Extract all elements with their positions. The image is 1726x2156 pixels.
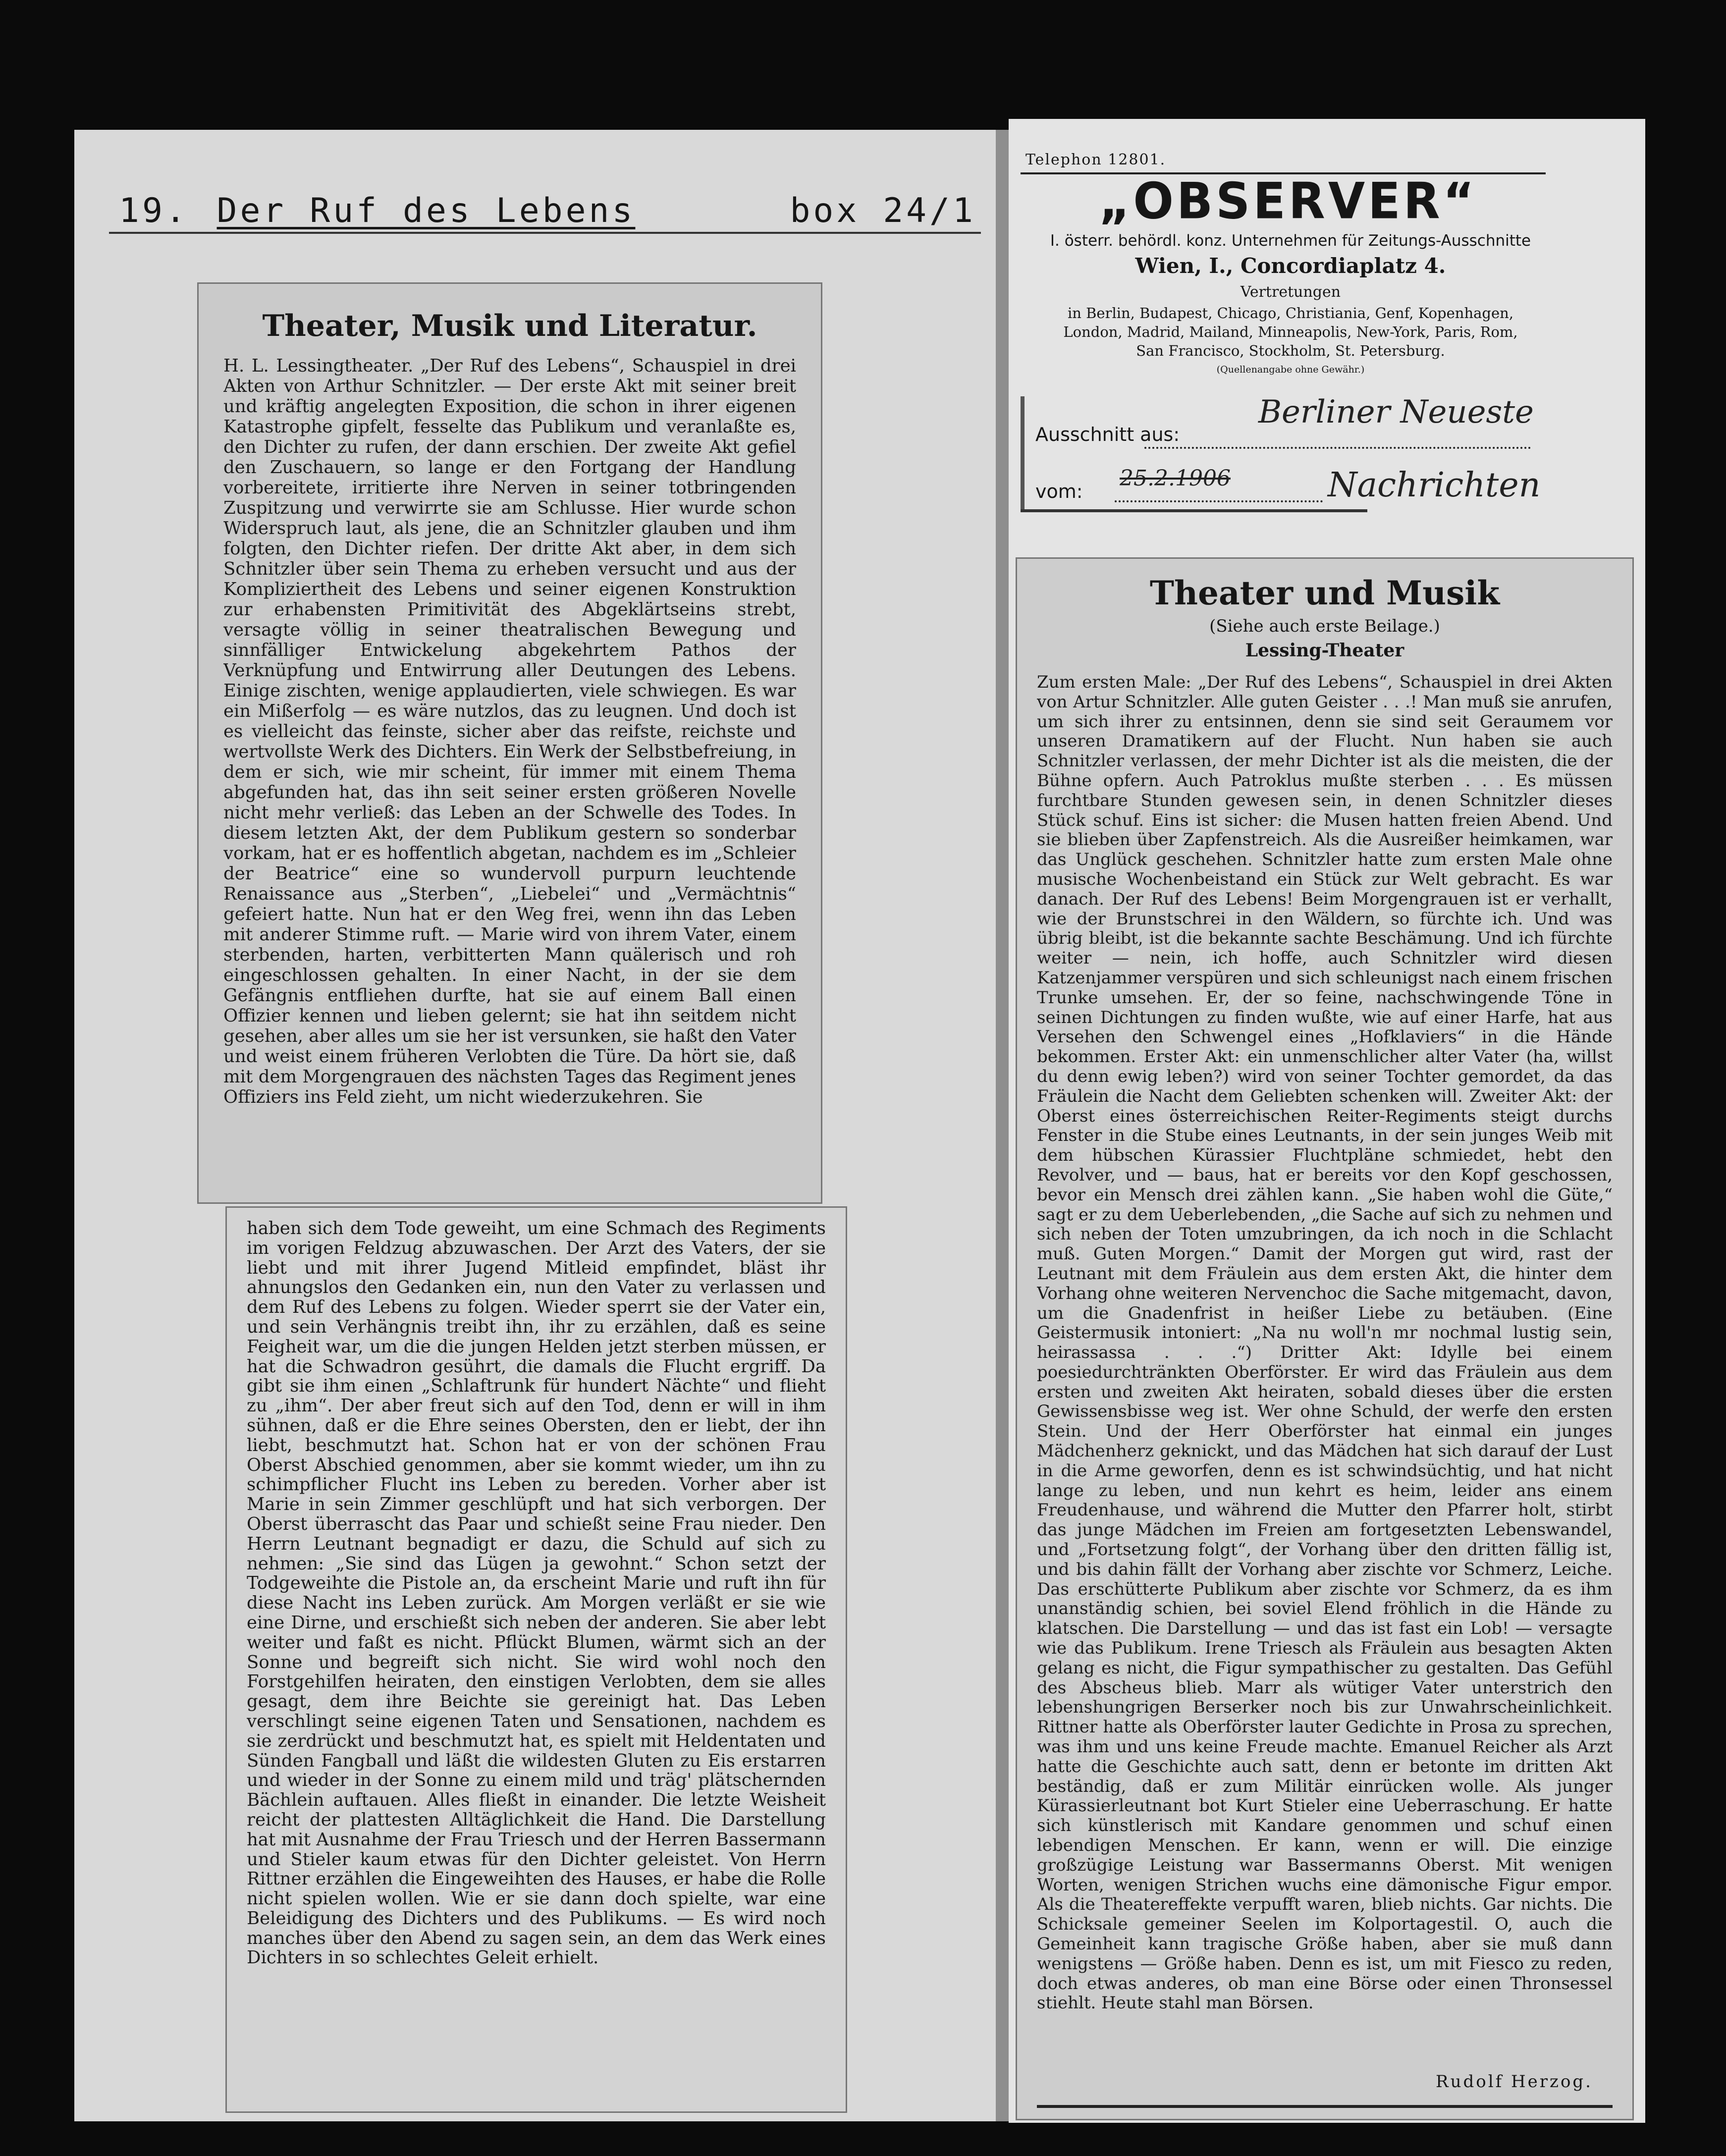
clipping-right-bottom-rule bbox=[1037, 2105, 1613, 2108]
page-fold bbox=[996, 130, 1009, 2121]
stamp-line-3: Vertretungen bbox=[1240, 283, 1341, 301]
stamp-brand: „OBSERVER“ bbox=[1099, 172, 1477, 230]
stamp-date-label: vom: bbox=[1035, 481, 1083, 502]
clipping-right-signature: Rudolf Herzog. bbox=[1436, 2072, 1593, 2092]
archive-box: box 24/1 bbox=[790, 191, 976, 230]
clipping-right-venue: Lessing-Theater bbox=[1245, 640, 1404, 661]
clipping-left-bottom bbox=[225, 1206, 847, 2113]
stamp-line-4: in Berlin, Budapest, Chicago, Christiania, Genf, Kopenhagen, bbox=[1067, 305, 1514, 322]
clipping-left-cont-text: haben sich dem Tode geweiht, um eine Schmach des Regiments im vorigen Feldzug abzuwaschen. Der Arzt des Vaters, der sie liebt und mit ihrer Jugend Mitleid empfindet, bläst ihr ahnungslos den Gedanken ein, nun den Vater zu verlassen und dem Ruf des Lebens zu folgen. Wieder sperrt sie der Vater ein, und sein Verhängnis treibt ihn, ihr zu erzählen, daß es seine Feigheit war, um die die jungen Helden jetzt sterben müssen, er hat die Schwadron gesührt, die damals die Flucht ergriff. Da gibt sie ihm einen „Schlaftrunk für hundert Nächte“ und flieht zu „ihm“. Der aber freut sich auf den Tod, denn er will in ihm sühnen, daß er die Ehre seines Obersten, den er liebt, der ihn liebt, beschmutzt hat. Schon hat er von der schönen Frau Oberst Abschied genommen, aber sie kommt wieder, um ihn zu schimpflicher Flucht ins Leben zu bereden. Vorher aber ist Marie in sein Zimmer geschlüpft und hat sich verborgen. Der Oberst überrascht das Paar und schießt seine Frau nieder. Den Herrn Leutnant begnadigt er dazu, die Schuld auf sich zu nehmen: „Sie sind das Lügen ja gewohnt.“ Schon setzt der Todgeweihte die Pistole an, da erscheint Marie und ruft ihn für diese Nacht ins Leben zurück. Am Morgen verläßt er sie wie eine Dirne, und erschießt sich neben der anderen. Sie aber lebt weiter und faßt es nicht. Pflückt Blumen, wärmt sich an der Sonne und begreift sich nicht. Sie wird wohl noch den Forstgehilfen heiraten, den einstigen Verlobten, dem sie alles gesagt, dem ihre Beichte sie gereinigt hat. Das Leben verschlingt seine eigenen Taten und Sensationen, nachdem es sie zerdrückt und beschmutzt hat, es spielt mit Heldentaten und Sünden Fangball und läßt die wildesten Gluten zu Eis erstarren und wieder in der Sonne zu einem mild und träg' plätschernden Bächlein auftauen. Alles fließt in einander. Die letzte Weisheit reicht der plattesten Alltäglichkeit die Hand. Die Darstellung hat mit Ausnahme der Frau Triesch und der Herren Bassermann und Stieler kaum etwas für den Dichter geleistet. Von Herrn Rittner erzählen die Eingeweihten des Hauses, er habe die Rolle nicht spielen wollen. Wie er sie dann doch spielte, war eine Beleidigung des Dichters und des Publikums. — Es wird noch manches über den Abend zu sagen sein, an dem das Werk eines Dichters in so schlechtes Geleit erhielt. bbox=[247, 1219, 826, 1968]
stamp-phone: Telephon 12801. bbox=[1025, 151, 1166, 168]
stamp-source-dots bbox=[1144, 447, 1531, 449]
clipping-right bbox=[1016, 557, 1634, 2120]
stamp-source-handwritten-2: Nachrichten bbox=[1328, 466, 1541, 505]
label-rule bbox=[109, 232, 981, 234]
stamp-date-dots bbox=[1115, 500, 1323, 502]
stamp-line-7: (Quellenangabe ohne Gewähr.) bbox=[1216, 364, 1365, 375]
stamp-source-handwritten: Berliner Neueste bbox=[1258, 394, 1534, 431]
archive-title: Der Ruf des Lebens bbox=[216, 191, 636, 230]
clipping-left-headline: Theater, Musik und Literatur. bbox=[262, 309, 757, 343]
stamp-line-5: London, Madrid, Mailand, Minneapolis, New-York, Paris, Rom, bbox=[1063, 323, 1518, 340]
stamp-line-1: I. österr. behördl. konz. Unternehmen für Zeitungs-Ausschnitte bbox=[1050, 232, 1531, 250]
stamp-line-6: San Francisco, Stockholm, St. Petersburg. bbox=[1136, 342, 1445, 359]
clipping-left-text: H. L. Lessingtheater. „Der Ruf des Lebens“, Schauspiel in drei Akten von Arthur Schnitzler. — Der erste Akt mit seiner breit und kräftig angelegten Exposition, die schon in ihrer eigenen Katastrophe gipfelt, fesselte das Publikum und veranlaßte es, den Dichter zu rufen, der dann erschien. Der zweite Akt gefiel den Zuschauern, so lange er den Fortgang der Handlung vorbereitete, irritierte ihre Nerven in seiner totbringenden Zuspitzung und verwirrte sie am Schlusse. Hier wurde schon Widerspruch laut, als jene, die an Schnitzler glauben und ihm folgten, den Dichter riefen. Der dritte Akt aber, in dem sich Schnitzler über sein Thema zu erheben versucht und aus der Kompliziertheit des Lebens und seiner eigenen Konstruktion zur erhabensten Primitivität des Abgeklärtseins strebt, versagte völlig in seiner theatralischen Bewegung und sinnfälliger Entwickelung abgekehrtem Pathos der Verknüpfung und Entwirrung aller Deutungen des Lebens. Einige zischten, wenige applaudierten, viele schwiegen. Es war ein Mißerfolg — es wäre nutzlos, das zu leugnen. Und doch ist es vielleicht das feinste, sicher aber das reifste, reichste und wertvollste Werk des Dichters. Ein Werk der Selbstbefreiung, in dem er sich, wie mir scheint, für immer mit einem Thema abgefunden hat, das ihn seit seiner ersten größeren Novelle nicht mehr verließ: das Leben an der Schwelle des Todes. In diesem letzten Akt, der dem Publikum gestern so sonderbar vorkam, hat er es hoffentlich abgetan, nachdem es im „Schleier der Beatrice“ eine so wundervoll purpurn leuchtende Renaissance aus „Sterben“, „Liebelei“ und „Vermächtnis“ gefeiert hatte. Nun hat er den Weg frei, wenn ihn das Leben mit anderer Stimme ruft. — Marie wird von ihrem Vater, einem sterbenden, harten, verbitterten Mann quälerisch und roh eingeschlossen gehalten. In einer Nacht, in der sie dem Gefängnis entfliehen durfte, hat sie auf einem Ball einen Offizier kennen und lieben gelernt; sie hat ihn seitdem nicht gesehen, aber alles um sie her ist versunken, sie haßt den Vater und weist einem früheren Verlobten die Türe. Da hört sie, daß mit dem Morgengrauen des nächsten Tages das Regiment jenes Offiziers ins Feld zieht, um nicht wiederzukehren. Sie bbox=[223, 356, 796, 1107]
stamp-line-2: Wien, I., Concordiaplatz 4. bbox=[1135, 254, 1446, 278]
stamp-source-label: Ausschnitt aus: bbox=[1035, 424, 1180, 445]
stamp-box-bottom bbox=[1021, 509, 1367, 512]
clipping-right-headline: Theater und Musik bbox=[1149, 574, 1500, 612]
clipping-left-top bbox=[197, 282, 822, 1204]
stamp-date-handwritten: 25.2.1906 bbox=[1120, 466, 1231, 491]
clipping-right-subhead: (Siehe auch erste Beilage.) bbox=[1209, 616, 1440, 636]
stamp-box-rule bbox=[1021, 396, 1025, 510]
clipping-right-text: Zum ersten Male: „Der Ruf des Lebens“, Schauspiel in drei Akten von Artur Schnitzler. Alle guten Geister . . .! Man muß sie anrufen, um sich ihrer zu entsinnen, denn sie sind seit Geraumem vor unseren Dramatikern auf der Flucht. Nun haben sie auch Schnitzler verlassen, der mehr Dichter ist als die meisten, die der Bühne opfern. Auch Patroklus mußte sterben . . . Es müssen furchtbare Stunden gewesen sein, in denen Schnitzler dieses Stück schuf. Eins ist sicher: die Musen hatten freien Abend. Und sie blieben über Zapfenstreich. Als die Ausreißer heimkamen, war das Unglück geschehen. Schnitzler hatte zum ersten Male ohne musische Wochenbeistand ein Stück zur Welt gebracht. Es war danach. Der Ruf des Lebens! Beim Morgengrauen ist er verhallt, wie der Brunstschrei in den Wäldern, so fürchte ich. Und was übrig bleibt, ist die bekannte sachte Beschämung. Und ich fürchte weiter — nein, ich hoffe, auch Schnitzler wird diesen Katzenjammer verspüren und sich schleunigst nach einem frischen Trunke umsehen. Er, der so feine, nachschwingende Töne in seinen Dichtungen zu finden wußte, wie auf einer Harfe, hat aus Versehen den Schwengel eines „Hofklaviers“ in die Hände bekommen. Erster Akt: ein unmenschlicher alter Vater (ha, willst du denn ewig leben?) wird von seiner Tochter gemordet, da das Fräulein die Nacht dem Geliebten schenken will. Zweiter Akt: der Oberst eines österreichischen Reiter-Regiments steigt durchs Fenster in die Stube eines Leutnants, in der sein junges Weib mit dem hübschen Kürassier Fluchtpläne schmiedet, hebt den Revolver, und — baus, hat er bereits vor den Kopf geschossen, bevor ein Mensch drei zählen kann. „Sie haben wohl die Güte,“ sagt er zu dem Ueberlebenden, „die Sache auf sich zu nehmen und sich neben der Toten umzubringen, da ich noch in die Schlacht muß. Guten Morgen.“ Damit der Morgen gut wird, rast der Leutnant mit dem Fräulein aus dem ersten Akt, die hinter dem Vorhang ohne weiteren Nervenchoc die Sache mitgemacht, davon, um die Gnadenfrist in heißer Liebe zu betäuben. (Eine Geistermusik intoniert: „Na nu woll'n mr nochmal lustig sein, heirassassa . . .“) Dritter Akt: Idylle bei einem poesiedurchtränkten Oberförster. Er wird das Fräulein aus dem ersten und zweiten Akt heiraten, sobald dieses über die ersten Gewissensbisse weg ist. Wer ohne Schuld, der werfe den ersten Stein. Und der Herr Oberförster hat einmal ein junges Mädchenherz geknickt, und das Mädchen hat sich darauf der Lust in die Arme geworfen, denn es ist schwindsüchtig, und hat nicht lange zu leben, und nun kehrt es heim, leider ans einem Freudenhause, und während die Mutter den Pfarrer holt, stirbt das junge Mädchen im Freien am fortgesetzten Lebenswandel, und „Fortsetzung folgt“, der Vorhang über den dritten fällig ist, und bis dahin fällt der Vorhang aber zischte vor Schmerz, Leiche. Das erschütterte Publikum aber zischte vor Schmerz, da es ihm unanständig schien, bei soviel Elend fröhlich in die Hände zu klatschen. Die Darstellung — und das ist fast ein Lob! — versagte wie das Publikum. Irene Triesch als Fräulein aus besagten Akten gelang es nicht, die Figur sympathischer zu gestalten. Das Gefühl des Abscheus blieb. Marr als wütiger Vater unterstrich den lebenshungrigen Berserker noch bis zur Unwahrscheinlichkeit. Rittner hatte als Oberförster lauter Gedichte in Prosa zu sprechen, was ihm und uns keine Freude machte. Emanuel Reicher als Arzt hatte die Geschichte auch satt, denn er betonte im dritten Akt beständig, daß er zum Militär einrücken wolle. Als junger Kürassierleutnant bot Kurt Stieler eine Ueberraschung. Er hatte sich künstlerisch mit Kandare genommen und schuf einen lebendigen Menschen. Er kann, wenn er will. Die einzige großzügige Leistung war Bassermanns Oberst. Mit wenigen Worten, wenigen Strichen wuchs eine dämonische Figur empor. Als die Theatereffekte verpufft waren, blieb nichts. Gar nichts. Die Schicksale gemeiner Seelen im Kolportagestil. O, auch die Gemeinheit kann tragische Größe haben, aber sie muß dann wenigstens — Größe haben. Denn es ist, um mit Fiesco zu reden, doch etwas anderes, ob man eine Börse oder einen Thronsessel stiehlt. Heute stahl man Börsen. bbox=[1037, 673, 1613, 2013]
archive-number: 19. bbox=[119, 191, 189, 230]
observer-stamp bbox=[1021, 144, 1640, 525]
archive-label bbox=[119, 176, 976, 230]
